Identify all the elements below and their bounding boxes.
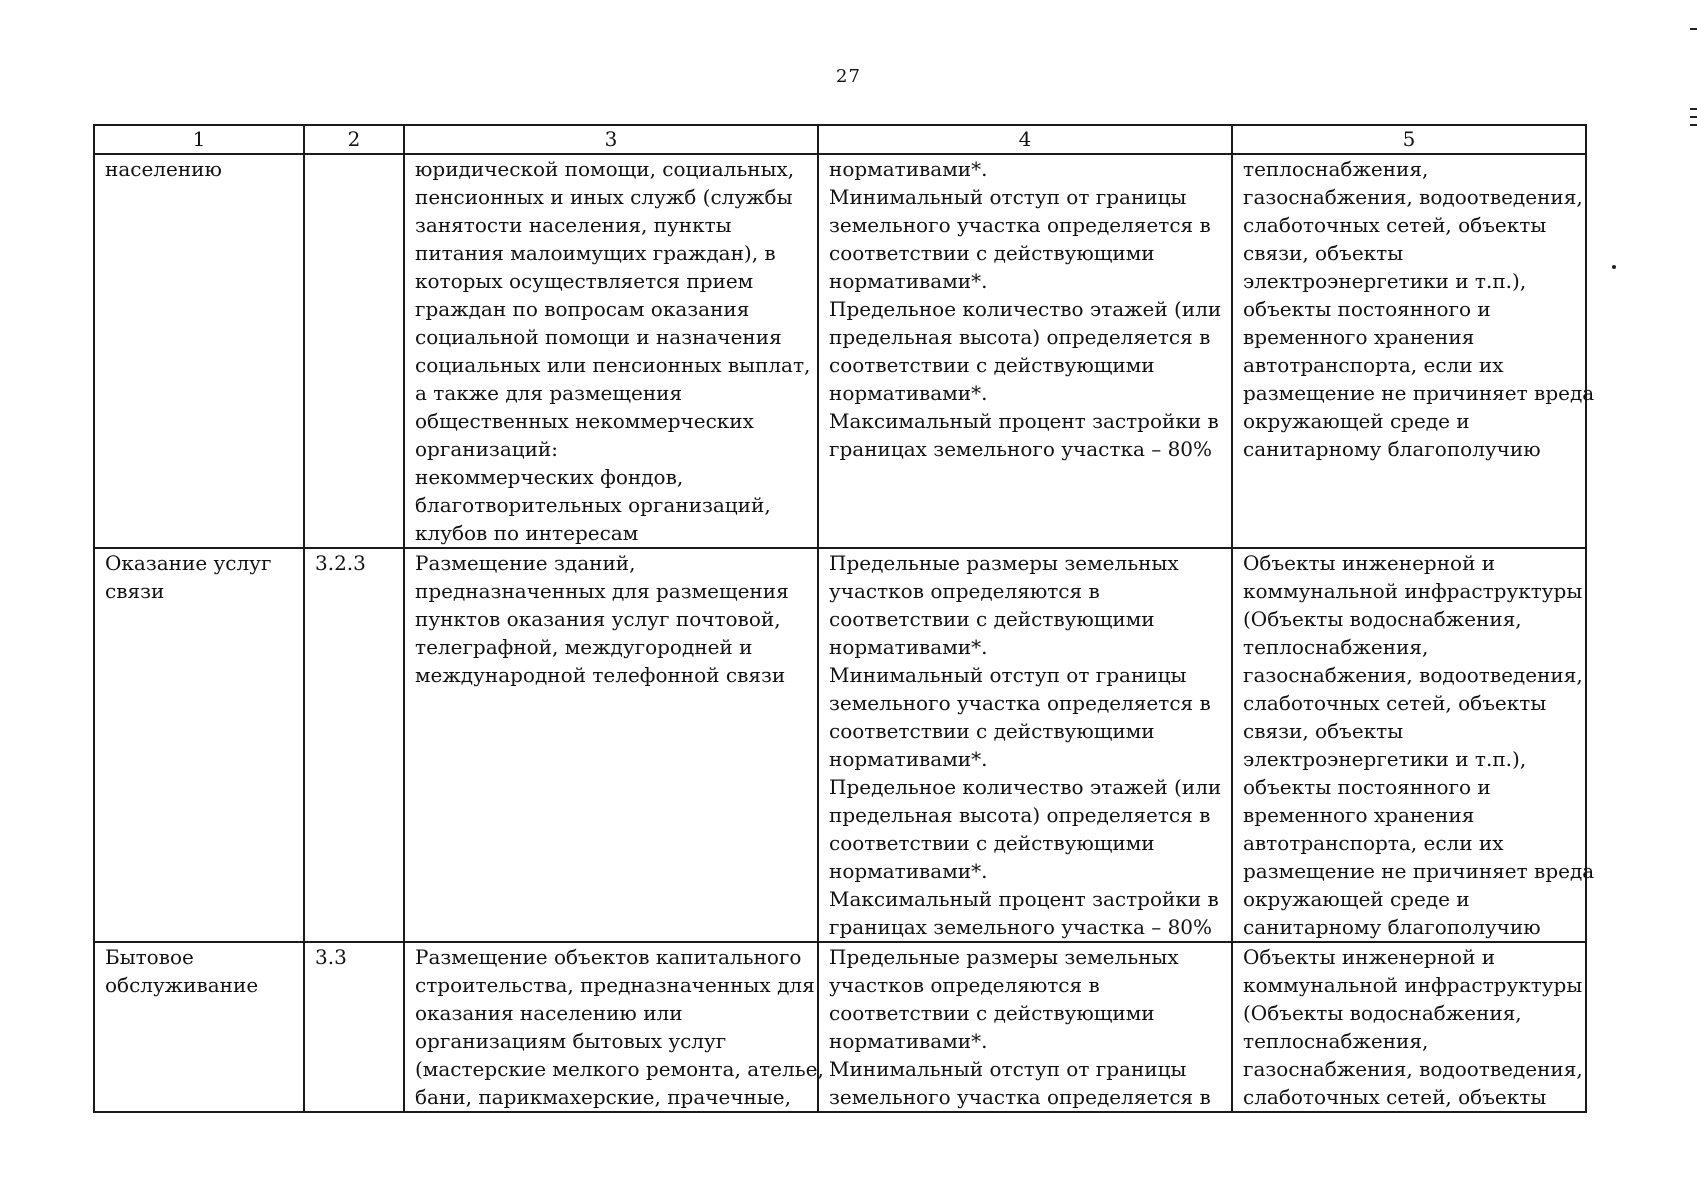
cell-description [404, 942, 824, 1112]
cell-text-line: 3.2.3 [315, 551, 366, 575]
cell-text-line: земельного участка определяется в [829, 691, 1211, 715]
table-row [94, 154, 1586, 548]
header-col-1: 1 [94, 125, 304, 154]
cell-text-line: соответствии с действующими [829, 1001, 1155, 1025]
cell-text-line: нормативами*. [829, 859, 988, 883]
cell-text-line: (Объекты водоснабжения, [1243, 1001, 1522, 1025]
cell-text-line: населению [105, 157, 222, 181]
cell-text-line: газоснабжения, водоотведения, [1243, 663, 1583, 687]
cell-text-line: (Объекты водоснабжения, [1243, 607, 1522, 631]
cell-code [304, 942, 404, 1112]
cell-text-line: электроэнергетики и т.п.), [1243, 269, 1527, 293]
scan-edge-mark [1690, 116, 1697, 118]
scan-speck [1612, 265, 1616, 269]
cell-parameters [818, 942, 1232, 1112]
cell-text-line: общественных некоммерческих [415, 409, 754, 433]
cell-text-line: автотранспорта, если их [1243, 353, 1504, 377]
cell-text-line: 3.3 [315, 945, 347, 969]
cell-text-line: Минимальный отступ от границы [829, 1057, 1187, 1081]
cell-text-line: социальных или пенсионных выплат, [415, 353, 811, 377]
cell-text-line: (мастерские мелкого ремонта, ателье, [415, 1057, 824, 1081]
cell-text-line: Размещение зданий, [415, 551, 636, 575]
table-row [94, 942, 1586, 1112]
cell-text-line: окружающей среде и [1243, 887, 1470, 911]
cell-text-line: Минимальный отступ от границы [829, 663, 1187, 687]
cell-land-use-type [94, 548, 304, 942]
cell-text-line: Максимальный процент застройки в [829, 887, 1219, 911]
cell-text-line: нормативами*. [829, 747, 988, 771]
cell-text-line: нормативами*. [829, 635, 988, 659]
cell-text-line: санитарному благополучию [1243, 437, 1541, 461]
cell-text-line: земельного участка определяется в [829, 213, 1211, 237]
cell-text-line: границах земельного участка – 80% [829, 915, 1213, 939]
scan-edge-mark [1690, 108, 1697, 110]
cell-text-line: предельная высота) определяется в [829, 803, 1211, 827]
cell-auxiliary-uses [1232, 942, 1586, 1112]
scan-edge-mark [1690, 124, 1697, 126]
header-col-5: 5 [1232, 125, 1586, 154]
cell-text-line: клубов по интересам [415, 521, 639, 545]
cell-text-line: объекты постоянного и [1243, 297, 1491, 321]
header-col-2: 2 [304, 125, 404, 154]
cell-text-line: теплоснабжения, [1243, 1029, 1429, 1053]
cell-text-line: юридической помощи, социальных, [415, 157, 795, 181]
cell-text-line: телеграфной, междугородней и [415, 635, 753, 659]
cell-land-use-type [94, 942, 304, 1112]
cell-text-line: граждан по вопросам оказания [415, 297, 750, 321]
cell-text-line: занятости населения, пункты [415, 213, 732, 237]
cell-text-line: питания малоимущих граждан), в [415, 241, 776, 265]
cell-text-line: а также для размещения [415, 381, 683, 405]
cell-text-line: нормативами*. [829, 269, 988, 293]
cell-text-line: соответствии с действующими [829, 241, 1155, 265]
cell-text-line: коммунальной инфраструктуры [1243, 579, 1583, 603]
header-col-3: 3 [404, 125, 818, 154]
cell-text-line: соответствии с действующими [829, 831, 1155, 855]
cell-text-line: Объекты инженерной и [1243, 945, 1496, 969]
cell-text-line: Размещение объектов капитального [415, 945, 802, 969]
cell-text-line: обслуживание [105, 973, 259, 997]
cell-text-line: слаботочных сетей, объекты [1243, 213, 1547, 237]
cell-text-line: автотранспорта, если их [1243, 831, 1504, 855]
cell-text-line: благотворительных организаций, [415, 493, 771, 517]
cell-text-line: электроэнергетики и т.п.), [1243, 747, 1527, 771]
cell-text-line: соответствии с действующими [829, 353, 1155, 377]
regulations-table [93, 124, 1595, 1113]
cell-text-line: участков определяются в [829, 973, 1100, 997]
cell-auxiliary-uses [1232, 548, 1595, 942]
cell-text-line: Бытовое [105, 945, 194, 969]
cell-text-line: Предельное количество этажей (или [829, 775, 1222, 799]
cell-text-line: связи, объекты [1243, 719, 1404, 743]
cell-text-line: окружающей среде и [1243, 409, 1470, 433]
cell-text-line: нормативами*. [829, 381, 988, 405]
cell-text-line: размещение не причиняет вреда [1243, 381, 1595, 405]
cell-text-line: теплоснабжения, [1243, 635, 1429, 659]
cell-text-line: участков определяются в [829, 579, 1100, 603]
cell-text-line: Предельное количество этажей (или [829, 297, 1222, 321]
cell-text-line: пенсионных и иных служб (службы [415, 185, 793, 209]
cell-text-line: коммунальной инфраструктуры [1243, 973, 1583, 997]
table-row [94, 548, 1586, 942]
cell-text-line: международной телефонной связи [415, 663, 786, 687]
table-header-row [94, 125, 1586, 154]
cell-text-line: Объекты инженерной и [1243, 551, 1496, 575]
cell-text-line: Оказание услуг [105, 551, 272, 575]
scan-edge-mark [1690, 28, 1697, 30]
cell-code [304, 548, 404, 942]
cell-text-line: пунктов оказания услуг почтовой, [415, 607, 781, 631]
cell-text-line: газоснабжения, водоотведения, [1243, 185, 1583, 209]
cell-text-line: Минимальный отступ от границы [829, 185, 1187, 209]
header-col-4: 4 [818, 125, 1232, 154]
cell-land-use-type [94, 154, 304, 548]
cell-text-line: соответствии с действующими [829, 607, 1155, 631]
cell-text-line: соответствии с действующими [829, 719, 1155, 743]
cell-text-line: Предельные размеры земельных [829, 945, 1179, 969]
cell-text-line: нормативами*. [829, 157, 988, 181]
cell-text-line: Максимальный процент застройки в [829, 409, 1219, 433]
cell-text-line: строительства, предназначенных для [415, 973, 815, 997]
cell-text-line: связи [105, 579, 165, 603]
cell-text-line: теплоснабжения, [1243, 157, 1429, 181]
cell-description [404, 548, 818, 942]
cell-auxiliary-uses [1232, 154, 1595, 548]
cell-text-line: бани, парикмахерские, прачечные, [415, 1085, 791, 1109]
cell-text-line: организаций: [415, 437, 558, 461]
cell-text-line: социальной помощи и назначения [415, 325, 782, 349]
cell-text-line: оказания населению или [415, 1001, 683, 1025]
cell-text-line: организациям бытовых услуг [415, 1029, 727, 1053]
cell-text-line: объекты постоянного и [1243, 775, 1491, 799]
cell-text-line: временного хранения [1243, 325, 1475, 349]
cell-text-line: связи, объекты [1243, 241, 1404, 265]
cell-text-line: санитарному благополучию [1243, 915, 1541, 939]
cell-text-line: предназначенных для размещения [415, 579, 789, 603]
cell-text-line: которых осуществляется прием [415, 269, 754, 293]
page-number: 27 [836, 66, 861, 87]
cell-text-line: Предельные размеры земельных [829, 551, 1179, 575]
cell-description [404, 154, 818, 548]
cell-text-line: нормативами*. [829, 1029, 988, 1053]
cell-text-line: газоснабжения, водоотведения, [1243, 1057, 1583, 1081]
cell-parameters [818, 548, 1232, 942]
cell-text-line: предельная высота) определяется в [829, 325, 1211, 349]
cell-code [304, 154, 404, 548]
cell-text-line: слаботочных сетей, объекты [1243, 691, 1547, 715]
cell-text-line: некоммерческих фондов, [415, 465, 684, 489]
cell-text-line: земельного участка определяется в [829, 1085, 1211, 1109]
cell-text-line: слаботочных сетей, объекты [1243, 1085, 1547, 1109]
cell-text-line: размещение не причиняет вреда [1243, 859, 1595, 883]
cell-text-line: границах земельного участка – 80% [829, 437, 1213, 461]
cell-parameters [818, 154, 1232, 548]
cell-text-line: временного хранения [1243, 803, 1475, 827]
